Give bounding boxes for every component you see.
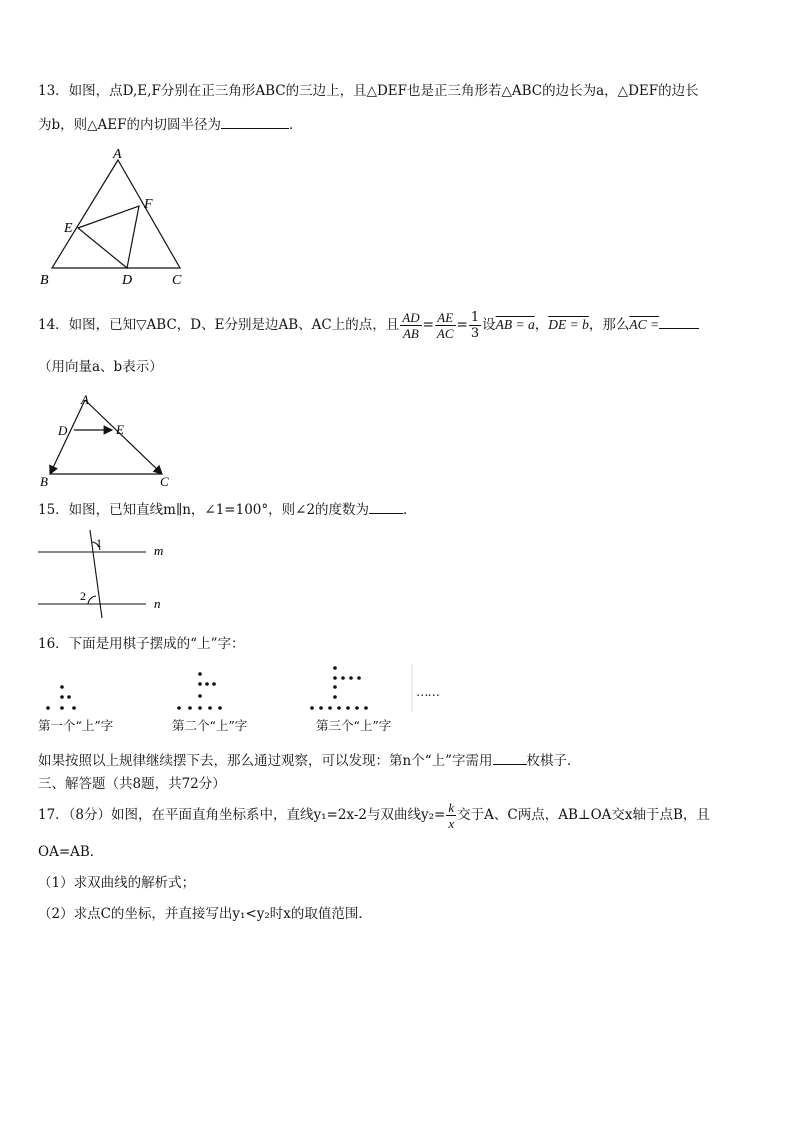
q14-answer-blank bbox=[659, 314, 699, 329]
q13-figure bbox=[34, 142, 194, 292]
q14-label-e: E bbox=[116, 422, 124, 437]
section3-title: 三、解答题（共8题，共72分） bbox=[38, 776, 226, 792]
q15-label-2: 2 bbox=[80, 589, 86, 603]
q13-line2-prefix: 为b，则△AEF的内切圆半径为 bbox=[38, 117, 221, 133]
q14-line2: （用向量a、b表示） bbox=[38, 359, 163, 375]
q16-answer-blank bbox=[493, 750, 527, 765]
q14-vector-de: DE = b bbox=[548, 317, 589, 332]
q14-segment-ab bbox=[50, 400, 85, 474]
q15-figure bbox=[34, 526, 174, 618]
q16-ellipsis: …… bbox=[416, 684, 439, 699]
q16-pattern-3 bbox=[310, 666, 368, 710]
q15-label-n: n bbox=[154, 596, 161, 611]
q13-label-f: F bbox=[144, 197, 153, 212]
q14-label-a: A bbox=[81, 392, 89, 407]
q16-figure bbox=[34, 660, 454, 716]
q15-line1: 15．如图，已知直线m∥n，∠1=100°，则∠2的度数为 ． bbox=[38, 499, 417, 519]
q16-pattern-1 bbox=[46, 685, 76, 710]
q14-line1: 14．如图，已知▽ABC，D、E分别是边AB、AC上的点，且 $\frac{AD}{AB}$ = $\frac{AE}{AC}$ = $\frac{1}{3}$ 设AB = a，DE = b，那么AC = bbox=[38, 308, 699, 344]
q13-label-c: C bbox=[172, 273, 182, 288]
q15-answer-blank bbox=[369, 499, 403, 514]
q17-frac: $\frac{k}{x}$ bbox=[448, 800, 455, 831]
q13-label-b: B bbox=[40, 273, 49, 288]
q16-caption-1: 第一个“上”字 bbox=[38, 718, 114, 733]
q14-frac2: $\frac{AE}{AC}$ bbox=[436, 310, 454, 341]
q13-line2-suffix: ． bbox=[289, 117, 303, 133]
q14-segment-ac bbox=[85, 400, 162, 474]
q14-line1-prefix: 14．如图，已知▽ABC，D、E分别是边AB、AC上的点，且 bbox=[38, 317, 400, 333]
q14-figure bbox=[34, 390, 184, 488]
q17-line2: OA=AB． bbox=[38, 844, 104, 860]
q17-line1-prefix: 17．（8分）如图，在平面直角坐标系中，直线y₁=2x-2与双曲线y₂= bbox=[38, 807, 446, 823]
q13-line1: 13．如图，点D,E,F分别在正三角形ABC的三边上，且△DEF也是正三角形若△ABC的边长为a，△DEF的边长 bbox=[38, 83, 699, 99]
q16-line1: 16．下面是用棋子摆成的“上”字： bbox=[38, 636, 245, 652]
q16-line2-prefix: 如果按照以上规律继续摆下去，那么通过观察，可以发现：第n个“上”字需用 bbox=[38, 753, 493, 769]
q14-vector-ab: AB = a bbox=[495, 317, 535, 332]
q13-triangle-def bbox=[78, 206, 139, 268]
q16-caption-3: 第三个“上”字 bbox=[316, 718, 392, 733]
q13-answer-blank bbox=[221, 114, 289, 129]
q17-sub1: （1）求双曲线的解析式； bbox=[38, 875, 196, 891]
q14-frac3: $\frac{1}{3}$ bbox=[470, 310, 480, 341]
q15-label-1: 1 bbox=[96, 536, 102, 550]
q16-pattern-2 bbox=[177, 672, 222, 710]
q16-caption-2: 第二个“上”字 bbox=[172, 718, 248, 733]
q15-angle-2-arc bbox=[88, 596, 96, 604]
q14-frac1: $\frac{AD}{AB}$ bbox=[402, 310, 420, 341]
q13-line2 bbox=[38, 114, 303, 134]
q14-label-b: B bbox=[40, 474, 48, 488]
q13-label-a: A bbox=[113, 147, 122, 162]
q13-label-d: D bbox=[122, 273, 133, 288]
q13-label-e: E bbox=[64, 221, 73, 236]
q16-line2: 如果按照以上规律继续摆下去，那么通过观察，可以发现：第n个“上”字需用 枚棋子． bbox=[38, 750, 581, 770]
q14-label-c: C bbox=[160, 474, 169, 488]
q17-line1-suffix: 交于A、C两点，AB⊥OA交x轴于点B，且 bbox=[457, 807, 710, 823]
q15-line1-prefix: 15．如图，已知直线m∥n，∠1=100°，则∠2的度数为 bbox=[38, 502, 370, 518]
q17-sub2: （2）求点C的坐标，并直接写出y₁<y₂时x的取值范围． bbox=[38, 906, 372, 922]
q14-label-d: D bbox=[58, 423, 68, 438]
q15-label-m: m bbox=[154, 543, 164, 558]
q17-line1 bbox=[38, 798, 710, 834]
q14-vector-ac: AC = bbox=[629, 317, 660, 332]
